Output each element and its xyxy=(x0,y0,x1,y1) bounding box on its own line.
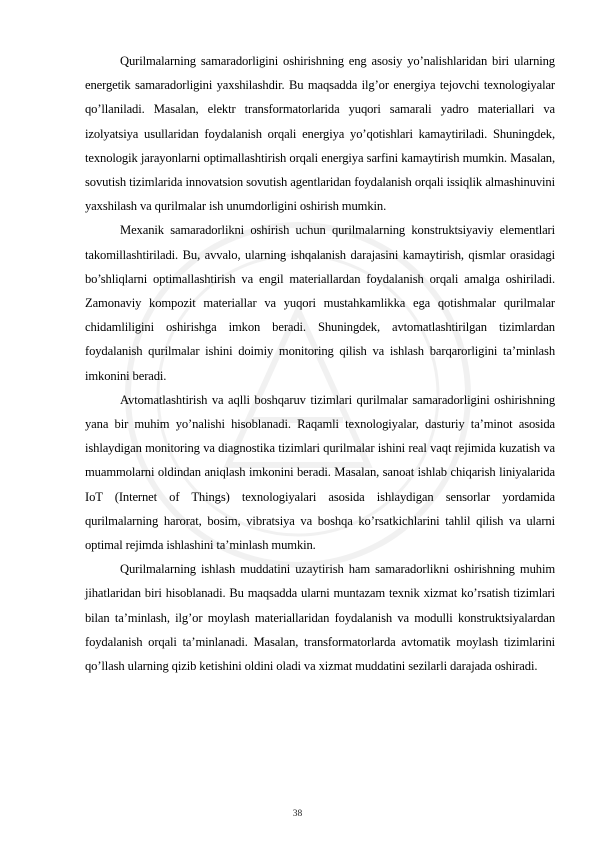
paragraph-4: Qurilmalarning ishlash muddatini uzaytirish ham samaradorlikni oshirishning muhim jihatlaridan biri hisoblanadi. Bu maqsadda ularni muntazam texnik xizmat ko’rsatish tizimlari bilan ta’minlash, ilg’or moylash materiallaridan foydalanish va modulli konstruktsiyalardan foydalanish orqali ta’minlanadi. Masalan, transformatorlarda avtomatik moylash tizimlarini qo’llash ularning qizib ketishini oldini oladi va xizmat muddatini sezilarli darajada oshiradi. xyxy=(85,562,555,674)
page-number: 38 xyxy=(292,809,303,819)
paragraph-2: Mexanik samaradorlikni oshirish uchun qurilmalarning konstruktsiyaviy elementlari takomillashtiriladi. Bu, avvalo, ularning ishqalanish darajasini kamaytirish, qismlar orasidagi bo’shliqlarni optimallashtirish va engil materiallardan foydalanish orqali amalga oshiriladi. Zamonaviy kompozit materiallar va yuqori mustahkamlikka ega qotishmalar qurilmalar chidamliligini oshirishga imkon beradi. Shuningdek, avtomatlashtirilgan tizimlardan foydalanish qurilmalar ishini doimiy monitoring qilish va ishlash barqarorligini ta’minlash imkonini beradi. xyxy=(85,223,555,383)
body-text xyxy=(85,49,555,678)
paragraph-3: Avtomatlashtirish va aqlli boshqaruv tizimlari qurilmalar samaradorligini oshirishning yana bir muhim yo’nalishi hisoblanadi. Raqamli texnologiyalar, dasturiy ta’minot asosida ishlaydigan monitoring va diagnostika tizimlari qurilmalar ishini real vaqt rejimida kuzatish va muammolarni oldindan aniqlash imkonini beradi. Masalan, sanoat ishlab chiqarish liniyalarida IoT (Internet of Things) texnologiyalari asosida ishlaydigan sensorlar yordamida qurilmalarning harorat, bosim, vibratsiya va boshqa ko’rsatkichlarini tahlil qilish va ularni optimal rejimda ishlashini ta’minlash mumkin. xyxy=(85,392,555,553)
paragraph-1: Qurilmalarning samaradorligini oshirishning eng asosiy yo’nalishlaridan biri ularning energetik samaradorligini yaxshilashdir. Bu maqsadda ilg’or energiya tejovchi texnologiyalar qo’llaniladi. Masalan, elektr transformatorlarida yuqori samarali yadro materiallari va izolyatsiya usullaridan foydalanish orqali energiya yo’qotishlari kamaytiriladi. Shuningdek, texnologik jarayonlarni optimallashtirish orqali energiya sarfini kamaytirish mumkin. Masalan, sovutish tizimlarida innovatsion sovutish agentlaridan foydalanish orqali issiqlik almashinuvini yaxshilash va qurilmalar ish unumdorligini oshirish mumkin. xyxy=(85,54,555,214)
